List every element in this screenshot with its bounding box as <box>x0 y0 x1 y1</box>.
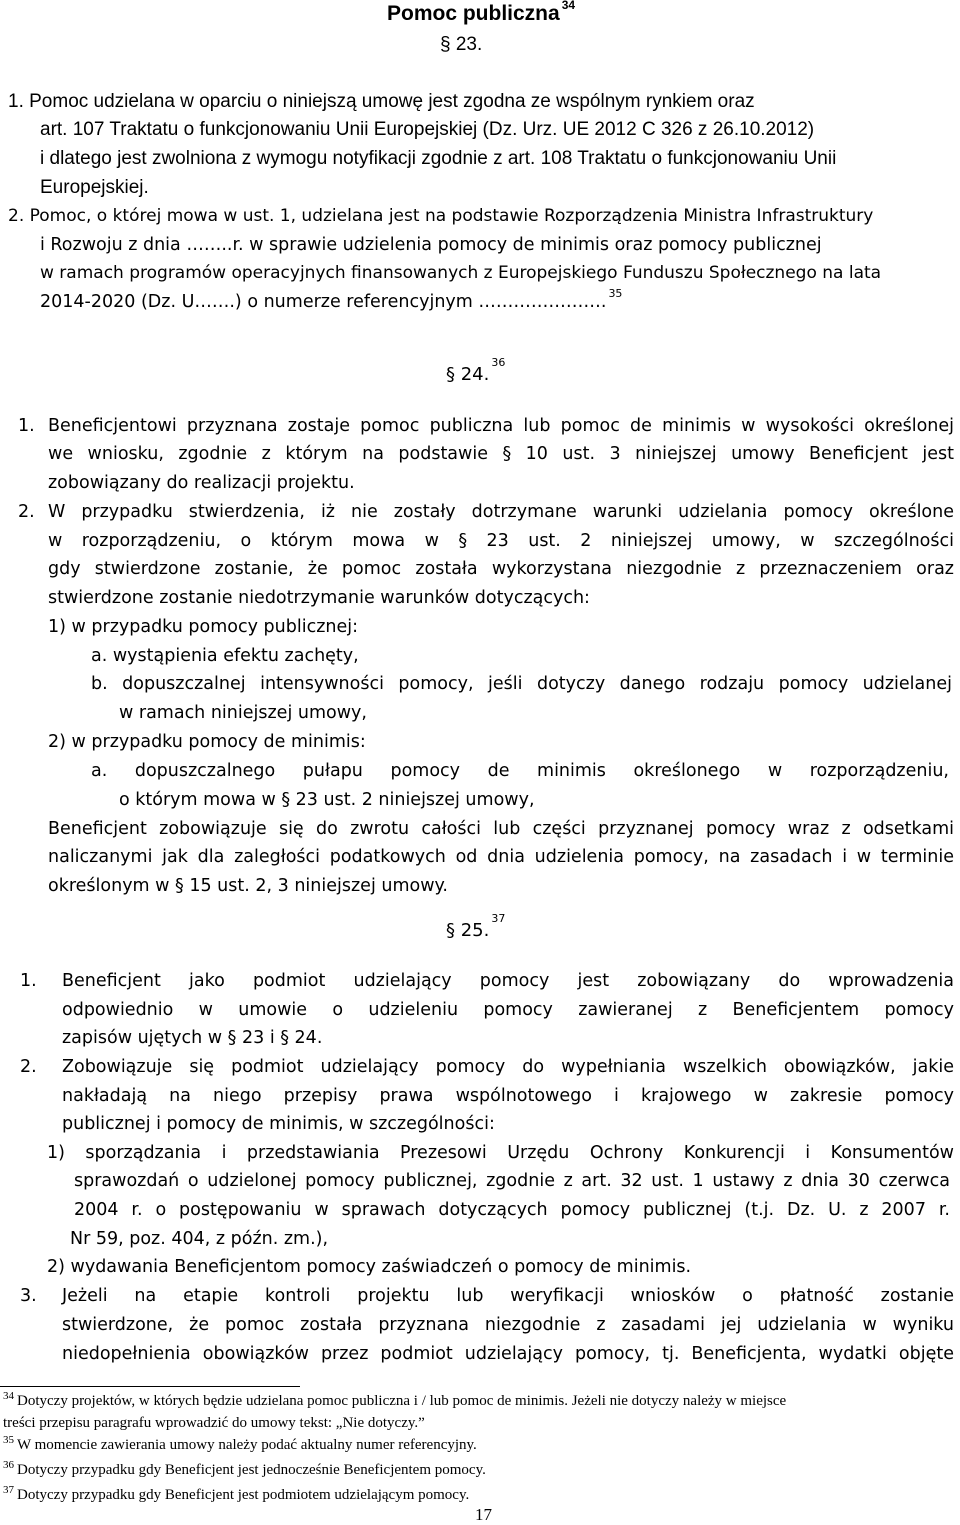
footnote-ref-36: 36 <box>491 356 506 369</box>
s23-p1-line3: i dlatego jest zwolniona z wymogu notyfikacji zgodnie z art. 108 Traktatu o funkcjonowaniu Unii <box>40 148 837 169</box>
s24-item2: 2) w przypadku pomocy de minimis: <box>48 732 366 752</box>
s23-p1-line2: art. 107 Traktatu o funkcjonowaniu Unii Europejskiej (Dz. Urz. UE 2012 C 326 z 26.10.2012) <box>40 119 815 140</box>
s23-p2-line3: w ramach programów operacyjnych finansowanych z Europejskiego Funduszu Społecznego na lata <box>40 263 882 283</box>
s24-p1-line3: zobowiązany do realizacji projektu. <box>48 473 355 493</box>
section-title: Pomoc publiczna $^{34}$ <box>387 0 576 25</box>
s25-item1-line3: 2004 r. o postępowaniu w sprawach dotyczących pomocy publicznej (t.j. Dz. U. z 2007 r. <box>74 1200 950 1220</box>
s24-item1a: a. wystąpienia efektu zachęty, <box>91 646 359 666</box>
footnote-separator <box>0 1386 300 1387</box>
s24-closing-line3: określonym w § 15 ust. 2, 3 niniejszej umowy. <box>48 876 448 896</box>
footnote-37: $^{37}$ Dotyczy przypadku gdy Beneficjent jest podmiotem udzielającym pomocy. <box>3 1484 470 1503</box>
s25-p1-line1: Beneficjent jako podmiot udzielający pomocy jest zobowiązany do wprowadzenia <box>62 971 954 991</box>
footnote-ref-34: 34 <box>561 0 576 12</box>
s25-item1-line1: 1) sporządzania i przedstawiania Prezesowi Urzędu Ochrony Konkurencji i Konsumentów <box>47 1143 954 1163</box>
footnote-ref-37: 37 <box>491 912 506 925</box>
s25-p3-line2: stwierdzone, że pomoc została przyznana niezgodnie z zasadami jej udzielania w wyniku <box>62 1315 954 1335</box>
s23-p1-line4: Europejskiej. <box>40 177 149 198</box>
s25-p2-line2: nakładają na niego przepisy prawa wspólnotowego i krajowego w zakresie pomocy <box>62 1086 954 1106</box>
s24-item1b-line2: w ramach niniejszej umowy, <box>119 703 367 723</box>
s23-p2-line4: 2014-2020 (Dz. U…….) o numerze referencyjnym …………………. $^{35}$ <box>40 287 623 312</box>
s25-item1-line4: Nr 59, poz. 404, z późn. zm.), <box>70 1229 329 1249</box>
s24-p1-line1: Beneficjentowi przyznana zostaje pomoc publiczna lub pomoc de minimis w wysokości określonej <box>48 416 954 436</box>
s25-item2: 2) wydawania Beneficjentom pomocy zaświadczeń o pomocy de minimis. <box>47 1257 692 1277</box>
s25-p3-line1: Jeżeli na etapie kontroli projektu lub weryfikacji wniosków o płatność zostanie <box>62 1286 954 1306</box>
paragraph-24-heading: § 24.36 <box>446 356 506 385</box>
footnote-ref-35: 35 <box>608 287 623 300</box>
s25-p2-line3: publicznej i pomocy de minimis, w szczególności: <box>62 1114 495 1134</box>
s24-closing-line2: naliczanymi jak dla zaległości podatkowych od dnia udzielenia pomocy, na zasadach i w terminie <box>48 847 954 867</box>
s24-item1: 1) w przypadku pomocy publicznej: <box>48 617 359 637</box>
s24-closing-line1: Beneficjent zobowiązuje się do zwrotu całości lub części przyznanej pomocy wraz z odsetkami <box>48 819 954 839</box>
s25-p3-line3: niedopełnienia obowiązków przez podmiot udzielający pomocy, tj. Beneficjenta, wydatki objęte <box>62 1344 954 1364</box>
s24-item2a-line1: a. dopuszczalnego pułapu pomocy de minimis określonego w rozporządzeniu, <box>91 761 949 781</box>
s25-p1-line3: zapisów ujętych w § 23 i § 24. <box>62 1028 323 1048</box>
footnote-34: $^{34}$ Dotyczy projektów, w których będzie udzielana pomoc publiczna i / lub pomoc de minimis. Jeżeli nie dotyczy należy w miejsce <box>3 1390 787 1409</box>
s23-p2-line2: i Rozwoju z dnia ……..r. w sprawie udzielenia pomocy de minimis oraz pomocy publicznej <box>40 235 822 255</box>
s24-p2-line1: W przypadku stwierdzenia, iż nie zostały dotrzymane warunki udzielania pomocy określone <box>48 502 954 522</box>
s24-p2-line4: stwierdzone zostanie niedotrzymanie warunków dotyczących: <box>48 588 590 608</box>
s25-p1-line2: odpowiednio w umowie o udzieleniu pomocy zawieranej z Beneficjentem pomocy <box>62 1000 954 1020</box>
s25-p2-number: 2. <box>20 1057 37 1077</box>
s24-p2-line3: gdy stwierdzone zostanie, że pomoc została wykorzystana niezgodnie z przeznaczeniem oraz <box>48 559 954 579</box>
s25-p1-number: 1. <box>20 971 37 991</box>
s24-p2-line2: w rozporządzeniu, o którym mowa w § 23 ust. 2 niniejszej umowy, w szczególności <box>48 531 954 551</box>
footnote-36: $^{36}$ Dotyczy przypadku gdy Beneficjent jest jednocześnie Beneficjentem pomocy. <box>3 1459 486 1478</box>
s24-p1-line2: we wniosku, zgodnie z którym na podstawie § 10 ust. 3 niniejszej umowy Beneficjent jest <box>48 444 954 464</box>
s24-p1-number: 1. <box>18 416 35 436</box>
s24-item2a-line2: o którym mowa w § 23 ust. 2 niniejszej umowy, <box>119 790 535 810</box>
s23-p1-line1: 1. Pomoc udzielana w oparciu o niniejszą umowę jest zgodna ze wspólnym rynkiem oraz <box>8 91 755 112</box>
s25-item1-line2: sprawozdań o udzielonej pomocy publicznej, zgodnie z art. 32 ust. 1 ustawy z dnia 30 czerwca <box>74 1171 950 1191</box>
s25-p2-line1: Zobowiązuje się podmiot udzielający pomocy do wypełniania wszelkich obowiązków, jakie <box>62 1057 954 1077</box>
s24-item1b-line1: b. dopuszczalnej intensywności pomocy, jeśli dotyczy danego rodzaju pomocy udzielanej <box>91 674 952 694</box>
s24-p2-number: 2. <box>18 502 35 522</box>
footnote-35: $^{35}$ W momencie zawierania umowy należy podać aktualny numer referencyjny. <box>3 1434 477 1453</box>
page-number: 17 <box>475 1505 492 1524</box>
s25-p3-number: 3. <box>20 1286 37 1306</box>
footnote-34-line2: treści przepisu paragrafu wprowadzić do umowy tekst: „Nie dotyczy.” <box>3 1415 425 1431</box>
s23-p2-line1: 2. Pomoc, o której mowa w ust. 1, udzielana jest na podstawie Rozporządzenia Ministra Infrastruktury <box>8 206 874 226</box>
paragraph-25-heading: § 25.37 <box>446 912 506 941</box>
paragraph-23-heading: § 23. <box>440 34 483 55</box>
